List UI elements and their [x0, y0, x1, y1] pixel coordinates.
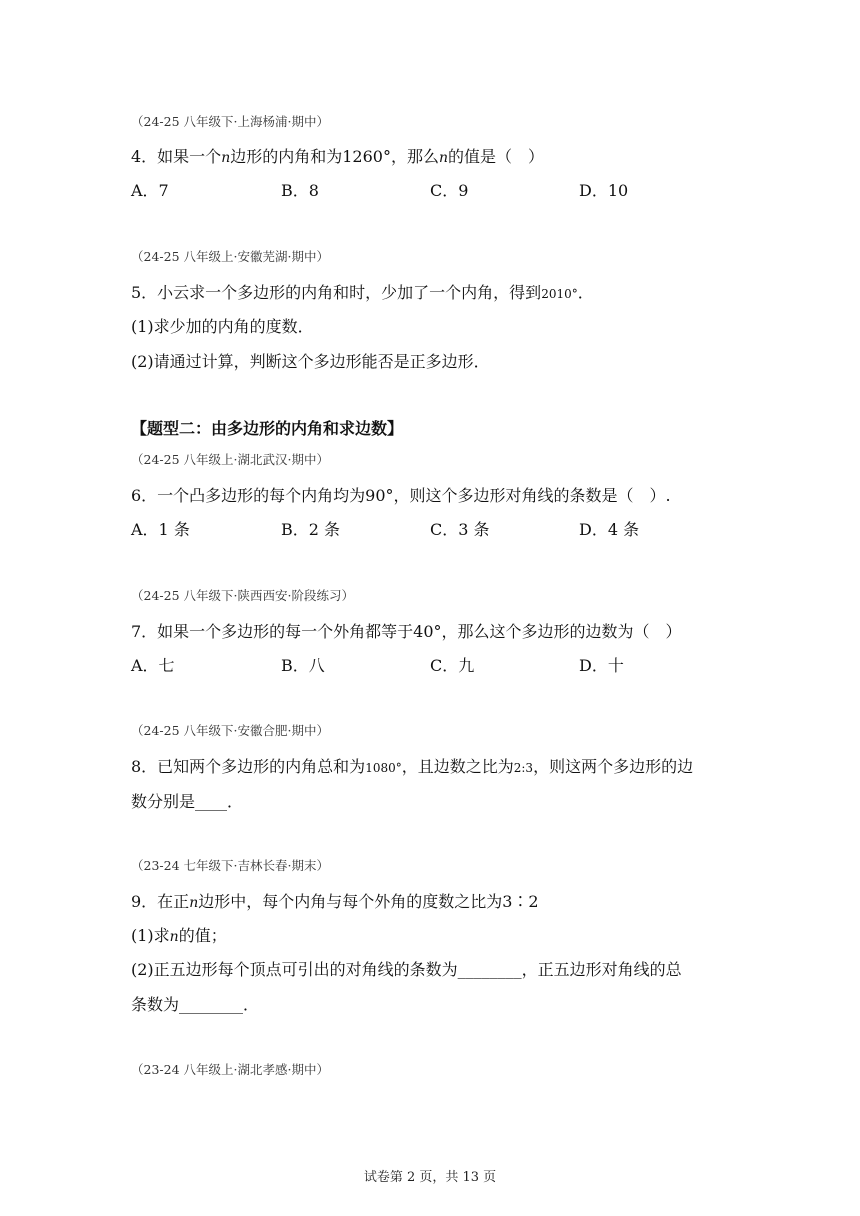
q7-source: （24-25 八年级下·陕西西安·阶段练习） — [131, 588, 354, 603]
q7-stem: 7．如果一个多边形的每一个外角都等于40°，那么这个多边形的边数为（ ） — [131, 622, 682, 641]
q9-sub2: (2)正五边形每个顶点可引出的对角线的条数为________，正五边形对角线的总 — [131, 960, 682, 979]
q4-option-b: B．8 — [281, 181, 319, 200]
q7-option-d: D．十 — [579, 656, 624, 675]
q6-option-a: A．1 条 — [131, 520, 190, 539]
q6-stem: 6．一个凸多边形的每个内角均为90°，则这个多边形对角线的条数是（ ）. — [131, 486, 671, 505]
q7-option-b: B．八 — [281, 656, 325, 675]
q5-source: （24-25 八年级上·安徽芜湖·期中） — [131, 249, 329, 264]
q5-stem: 5．小云求一个多边形的内角和时，少加了一个内角，得到2010°． — [131, 283, 594, 302]
q6-option-d: D．4 条 — [579, 520, 640, 539]
q9-stem: 9．在正n边形中，每个内角与每个外角的度数之比为3∶2 — [131, 892, 539, 911]
q9-source: （23-24 七年级下·吉林长春·期末） — [131, 858, 329, 873]
q9-sub1: (1)求n的值； — [131, 926, 227, 945]
q6-option-b: B．2 条 — [281, 520, 341, 539]
page-footer: 试卷第 2 页，共 13 页 — [363, 1170, 497, 1185]
q10-source: （23-24 八年级上·湖北孝感·期中） — [131, 1062, 329, 1077]
q4-option-a: A．7 — [131, 181, 169, 200]
q8-stem: 8．已知两个多边形的内角总和为1080°，且边数之比为2:3，则这两个多边形的边 — [131, 757, 694, 776]
q5-sub2: (2)请通过计算，判断这个多边形能否是正多边形． — [131, 352, 490, 371]
q6-option-c: C．3 条 — [430, 520, 490, 539]
q6-source: （24-25 八年级上·湖北武汉·期中） — [131, 452, 329, 467]
section-heading: 【题型二：由多边形的内角和求边数】 — [131, 419, 404, 438]
q9-sub2-line2: 条数为________． — [131, 995, 260, 1014]
q8-stem-line2: 数分别是____． — [131, 792, 244, 811]
q4-option-d: D．10 — [579, 181, 629, 200]
q4-stem: 4．如果一个n边形的内角和为1260°，那么n的值是（ ） — [131, 147, 544, 166]
q4-option-c: C．9 — [430, 181, 469, 200]
q7-option-c: C．九 — [430, 656, 475, 675]
q7-option-a: A．七 — [131, 656, 175, 675]
q8-source: （24-25 八年级下·安徽合肥·期中） — [131, 723, 329, 738]
q5-sub1: (1)求少加的内角的度数． — [131, 317, 314, 336]
q4-source: （24-25 八年级下·上海杨浦·期中） — [131, 114, 329, 129]
